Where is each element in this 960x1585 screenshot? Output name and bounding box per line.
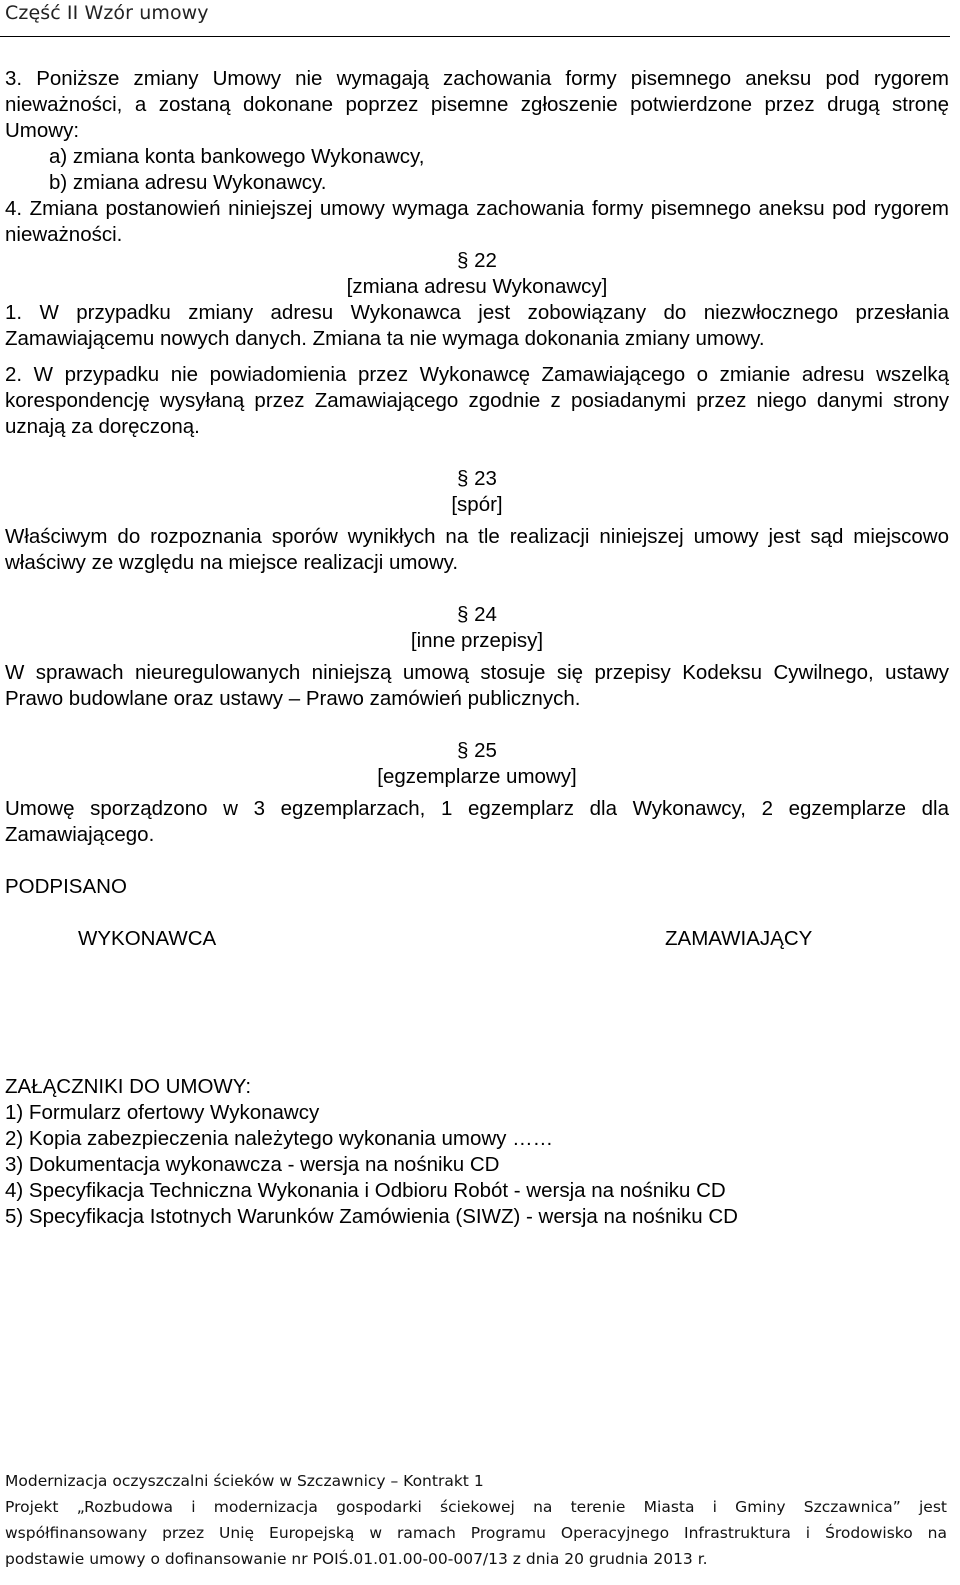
signed-label: PODPISANO bbox=[5, 875, 127, 898]
footer-line-1: Modernizacja oczyszczalni ścieków w Szczawnicy – Kontrakt 1 bbox=[5, 1472, 484, 1490]
section-22-number: § 22 bbox=[457, 249, 497, 272]
attachment-item: 2) Kopia zabezpieczenia należytego wykonania umowy …… bbox=[5, 1127, 554, 1150]
page-header-title: Część II Wzór umowy bbox=[5, 2, 209, 24]
attachments-heading: ZAŁĄCZNIKI DO UMOWY: bbox=[5, 1075, 252, 1098]
footer-line-4: podstawie umowy o dofinansowanie nr POIŚ.01.01.00-00-007/13 z dnia 20 grudnia 2013 r. bbox=[5, 1550, 708, 1568]
section-23-heading bbox=[5, 466, 949, 518]
footer-line-3: współfinansowany przez Unię Europejską w ramach Programu Operacyjnego Infrastruktura i Środowisko na bbox=[5, 1524, 947, 1542]
section-25-number: § 25 bbox=[457, 739, 497, 762]
section-24-number: § 24 bbox=[457, 603, 497, 626]
section-24-text: W sprawach nieuregulowanych niniejszą umową stosuje się przepisy Kodeksu Cywilnego, ustawy Prawo budowlane oraz ustawy – Prawo zamówień publicznych. bbox=[5, 661, 949, 710]
attachment-item: 5) Specyfikacja Istotnych Warunków Zamówienia (SIWZ) - wersja na nośniku CD bbox=[5, 1205, 738, 1228]
signature-row bbox=[5, 926, 949, 952]
section-22-paragraph-1: 1. W przypadku zmiany adresu Wykonawca jest zobowiązany do niezwłocznego przesłania Zamawiającemu nowych danych. Zmiana ta nie wymaga dokonania zmiany umowy. bbox=[5, 301, 949, 350]
header-divider bbox=[0, 36, 950, 37]
section-22-paragraph-2: 2. W przypadku nie powiadomienia przez Wykonawcę Zamawiającego o zmianie adresu wszelką korespondencję wysyłaną przez Zamawiającego zgodnie z posiadanymi przez niego danymi strony uznają za doręczoną. bbox=[5, 363, 949, 438]
section-23-title: [spór] bbox=[451, 493, 503, 516]
paragraph-4: 4. Zmiana postanowień niniejszej umowy wymaga zachowania formy pisemnego aneksu pod rygorem nieważności. bbox=[5, 197, 949, 246]
contractor-signature-label: WYKONAWCA bbox=[78, 927, 217, 950]
paragraph-3-item-b: b) zmiana adresu Wykonawcy. bbox=[49, 171, 327, 194]
section-24-title: [inne przepisy] bbox=[410, 629, 544, 652]
attachment-item: 4) Specyfikacja Techniczna Wykonania i Odbioru Robót - wersja na nośniku CD bbox=[5, 1179, 726, 1202]
paragraph-3-item-a: a) zmiana konta bankowego Wykonawcy, bbox=[49, 145, 425, 168]
page-footer bbox=[5, 1468, 947, 1572]
document-body bbox=[5, 66, 949, 1230]
footer-line-2: Projekt „Rozbudowa i modernizacja gospodarki ściekowej na terenie Miasta i Gminy Szczawnica” jest bbox=[5, 1498, 947, 1516]
section-25-heading bbox=[5, 738, 949, 790]
attachment-item: 1) Formularz ofertowy Wykonawcy bbox=[5, 1101, 320, 1124]
section-24-heading bbox=[5, 602, 949, 654]
section-22-title: [zmiana adresu Wykonawcy] bbox=[346, 275, 608, 298]
attachment-item: 3) Dokumentacja wykonawcza - wersja na nośniku CD bbox=[5, 1153, 500, 1176]
section-22-heading bbox=[5, 248, 949, 300]
paragraph-3: 3. Poniższe zmiany Umowy nie wymagają zachowania formy pisemnego aneksu pod rygorem nieważności, a zostaną dokonane poprzez pisemne zgłoszenie potwierdzone przez drugą stronę Umowy: bbox=[5, 67, 949, 142]
employer-signature-label: ZAMAWIAJĄCY bbox=[665, 927, 813, 950]
section-23-text: Właściwym do rozpoznania sporów wynikłych na tle realizacji niniejszej umowy jest sąd miejscowo właściwy ze względu na miejsce realizacji umowy. bbox=[5, 525, 949, 574]
section-23-number: § 23 bbox=[457, 467, 497, 490]
section-25-title: [egzemplarze umowy] bbox=[377, 765, 577, 788]
section-25-text: Umowę sporządzono w 3 egzemplarzach, 1 egzemplarz dla Wykonawcy, 2 egzemplarze dla Zamawiającego. bbox=[5, 797, 949, 846]
